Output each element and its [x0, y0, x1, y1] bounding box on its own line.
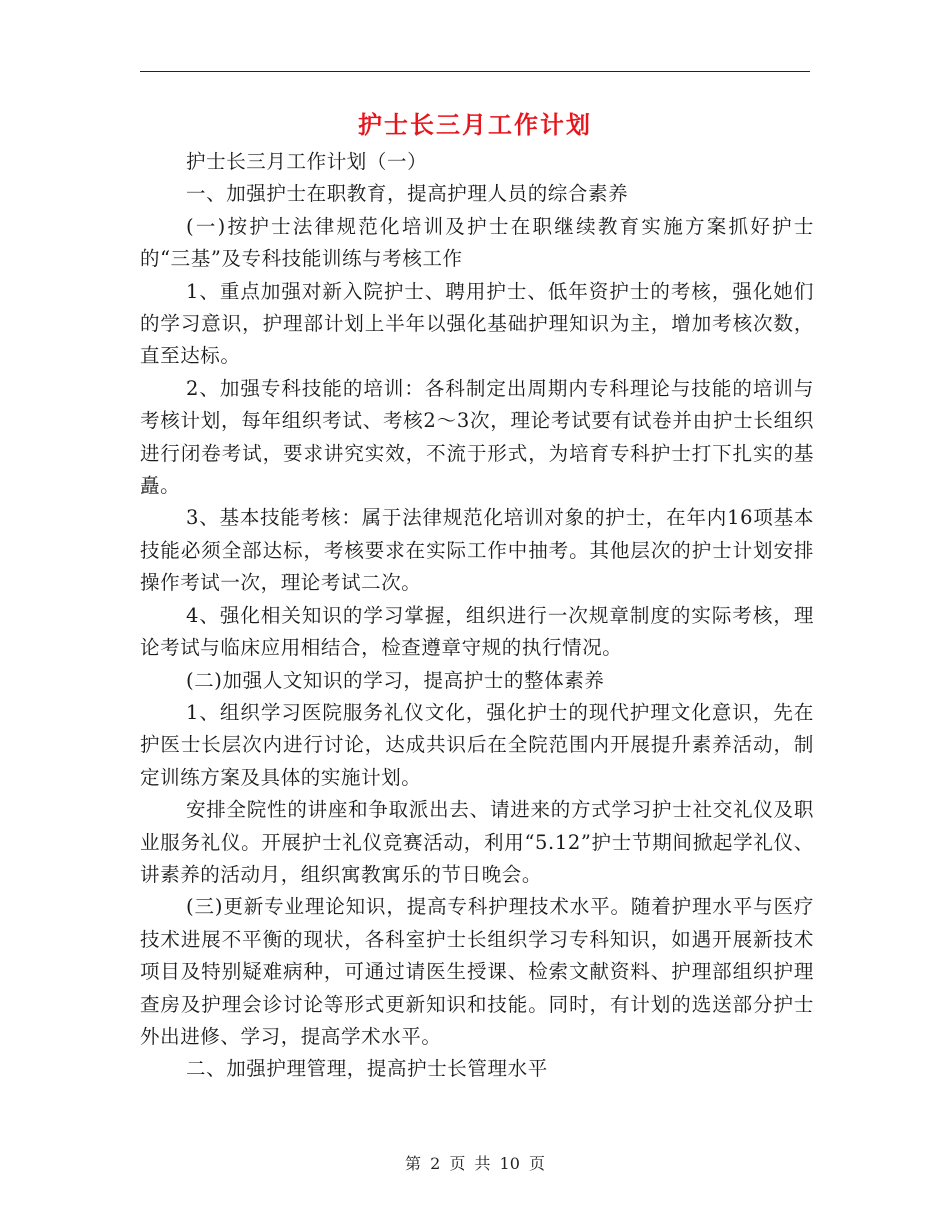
- paragraph-item-2: 2、加强专科技能的培训：各科制定出周期内专科理论与技能的培训与考核计划，每年组织考试、考核2～3次，理论考试要有试卷并由护士长组织进行闭卷考试，要求讲究实效，不流于形式，为培育专科护士打下扎实的基矗。: [140, 376, 814, 498]
- paragraph-subsection-1-heading: (一)按护士法律规范化培训及护士在职继续教育实施方案抓好护士的“三基”及专科技能训练与考核工作: [140, 214, 814, 271]
- paragraph-subsection-2-heading: (二)加强人文知识的学习，提高护士的整体素养: [186, 668, 605, 692]
- paragraph-etiquette-activities: 安排全院性的讲座和争取派出去、请进来的方式学习护士社交礼仪及职业服务礼仪。开展护士礼仪竞赛活动，利用“5.12”护士节期间掀起学礼仪、讲素养的活动月，组织寓教寓乐的节日晚会。: [140, 798, 814, 886]
- paragraph-item-1: 1、重点加强对新入院护士、聘用护士、低年资护士的考核，强化她们的学习意识，护理部计划上半年以强化基础护理知识为主，增加考核次数，直至达标。: [140, 279, 814, 368]
- paragraph-section-2-heading: 二、加强护理管理，提高护士长管理水平: [186, 1057, 548, 1081]
- header-rule: [140, 71, 810, 72]
- paragraph-subtitle: 护士长三月工作计划（一）: [186, 150, 428, 173]
- page-footer: 第 2 页 共 10 页: [405, 1154, 545, 1173]
- document-title: 护士长三月工作计划: [358, 110, 592, 139]
- document-body: [140, 146, 814, 1086]
- paragraph-section-1-heading: 一、加强护士在职教育，提高护理人员的综合素养: [186, 182, 629, 206]
- paragraph-item-3: 3、基本技能考核：属于法律规范化培训对象的护士，在年内16项基本技能必须全部达标，考核要求在实际工作中抽考。其他层次的护士计划安排操作考试一次，理论考试二次。: [140, 506, 814, 595]
- paragraph-subsection-3: (三)更新专业理论知识，提高专科护理技术水平。随着护理水平与医疗技术进展不平衡的现状，各科室护士长组织学习专科知识，如遇开展新技术项目及特别疑难病种，可通过请医生授课、检索文献资料、护理部组织护理查房及护理会诊讨论等形式更新知识和技能。同时，有计划的选送部分护士外出进修、学习，提高学术水平。: [140, 895, 814, 1048]
- paragraph-etiquette-item-1: 1、组织学习医院服务礼仪文化，强化护士的现代护理文化意识，先在护医士长层次内进行讨论，达成共识后在全院范围内开展提升素养活动，制定训练方案及具体的实施计划。: [140, 700, 814, 789]
- paragraph-item-4: 4、强化相关知识的学习掌握，组织进行一次规章制度的实际考核，理论考试与临床应用相结合，检查遵章守规的执行情况。: [140, 603, 814, 660]
